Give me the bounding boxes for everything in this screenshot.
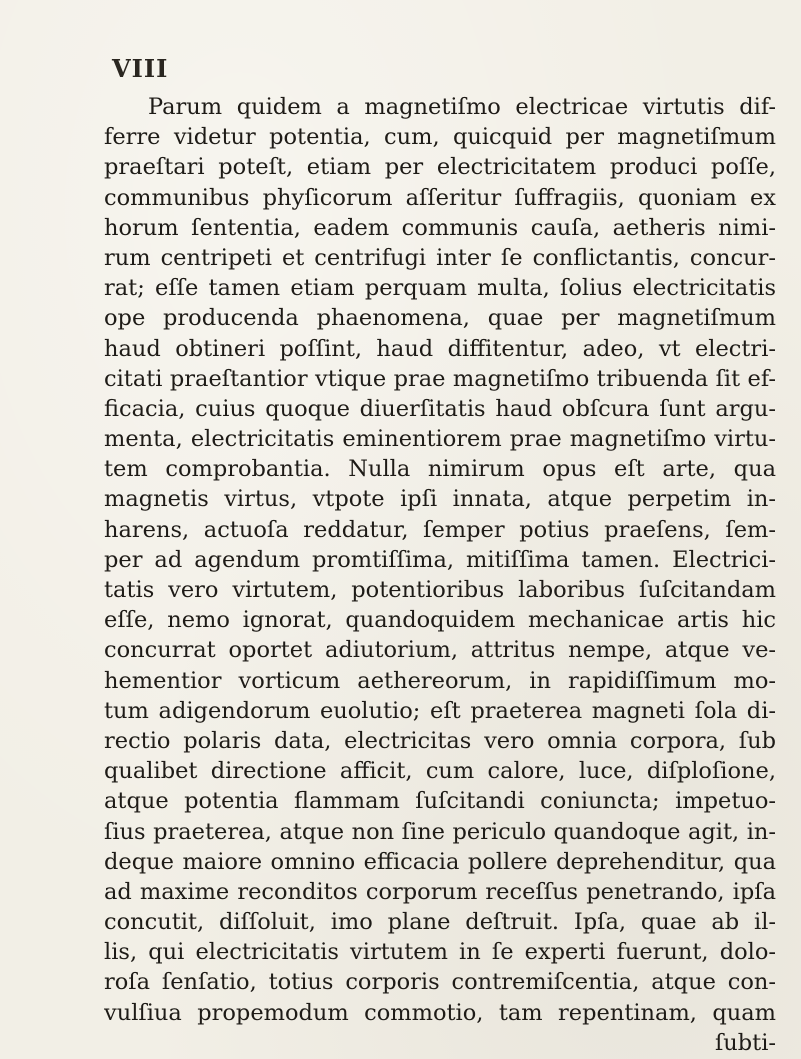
catchword: ſubti- [714, 1029, 776, 1056]
page-number: VIII [112, 54, 169, 83]
text-line: rat; eſſe tamen etiam perquam multa, ſolius electricitatis [104, 275, 776, 302]
text-line: citati praeſtantior vtique prae magnetiſmo tribuenda ſit ef- [104, 365, 776, 392]
text-line: ferre videtur potentia, cum, quicquid per magnetiſmum [104, 124, 776, 151]
text-line: per ad agendum promtiſſima, mitiſſima tamen. Electrici- [104, 546, 776, 573]
text-line: tem comprobantia. Nulla nimirum opus eſt arte, qua [104, 456, 776, 483]
text-line: lis, qui electricitatis virtutem in ſe experti fuerunt, dolo- [104, 939, 776, 966]
text-line: tatis vero virtutem, potentioribus laboribus ſuſcitandam [104, 577, 776, 603]
text-line: ſius praeterea, atque non ſine periculo quandoque agit, in- [104, 818, 776, 845]
text-line: concutit, diſſoluit, imo plane deſtruit. Ipſa, quae ab il- [104, 909, 776, 936]
text-line: rectio polaris data, electricitas vero omnia corpora, ſub [104, 727, 776, 754]
text-line: horum ſententia, eadem communis cauſa, aetheris nimi- [104, 214, 776, 241]
text-line: tum adigendorum euolutio; eſt praeterea magneti ſola di- [104, 697, 776, 724]
text-line: haud obtineri poſſint, haud diffitentur, adeo, vt electri- [104, 335, 776, 362]
text-line: ope producenda phaenomena, quae per magnetiſmum [104, 305, 776, 332]
text-line: magnetis virtus, vtpote ipſi innata, atque perpetim in- [104, 486, 776, 513]
text-line: menta, electricitatis eminentiorem prae magnetiſmo virtu- [104, 426, 776, 453]
text-line: atque potentia flammam ſuſcitandi coniuncta; impetuo- [104, 788, 776, 815]
text-line: eſſe, nemo ignorat, quandoquidem mechanicae artis hic [104, 607, 776, 634]
text-line: deque maiore omnino efficacia pollere deprehenditur, qua [104, 848, 776, 875]
text-line: rum centripeti et centrifugi inter ſe conflictantis, concur- [104, 244, 776, 271]
text-line: communibus phyſicorum aſſeritur ſuffragiis, quoniam ex [104, 184, 776, 211]
text-line: concurrat oportet adiutorium, attritus nempe, atque ve- [104, 637, 776, 664]
text-line: ficacia, cuius quoque diuerſitatis haud obſcura ſunt argu- [104, 395, 776, 422]
text-line: ad maxime reconditos corporum receſſus penetrando, ipſa [104, 878, 776, 905]
text-line: Parum quidem a magnetiſmo electricae virtutis dif- [148, 94, 776, 120]
text-line: roſa ſenſatio, totius corporis contremiſcentia, atque con- [104, 969, 776, 996]
text-line: hementior vorticum aethereorum, in rapidiſſimum mo- [104, 667, 776, 694]
text-line: vulſiua propemodum commotio, tam repentinam, quam [104, 999, 776, 1026]
body-text [104, 92, 776, 1058]
text-line: harens, actuoſa reddatur, ſemper potius praeſens, ſem- [104, 516, 776, 543]
text-line: praeſtari poteſt, etiam per electricitatem produci poſſe, [104, 154, 776, 181]
text-line: qualibet directione afficit, cum calore, luce, diſploſione, [104, 758, 776, 785]
